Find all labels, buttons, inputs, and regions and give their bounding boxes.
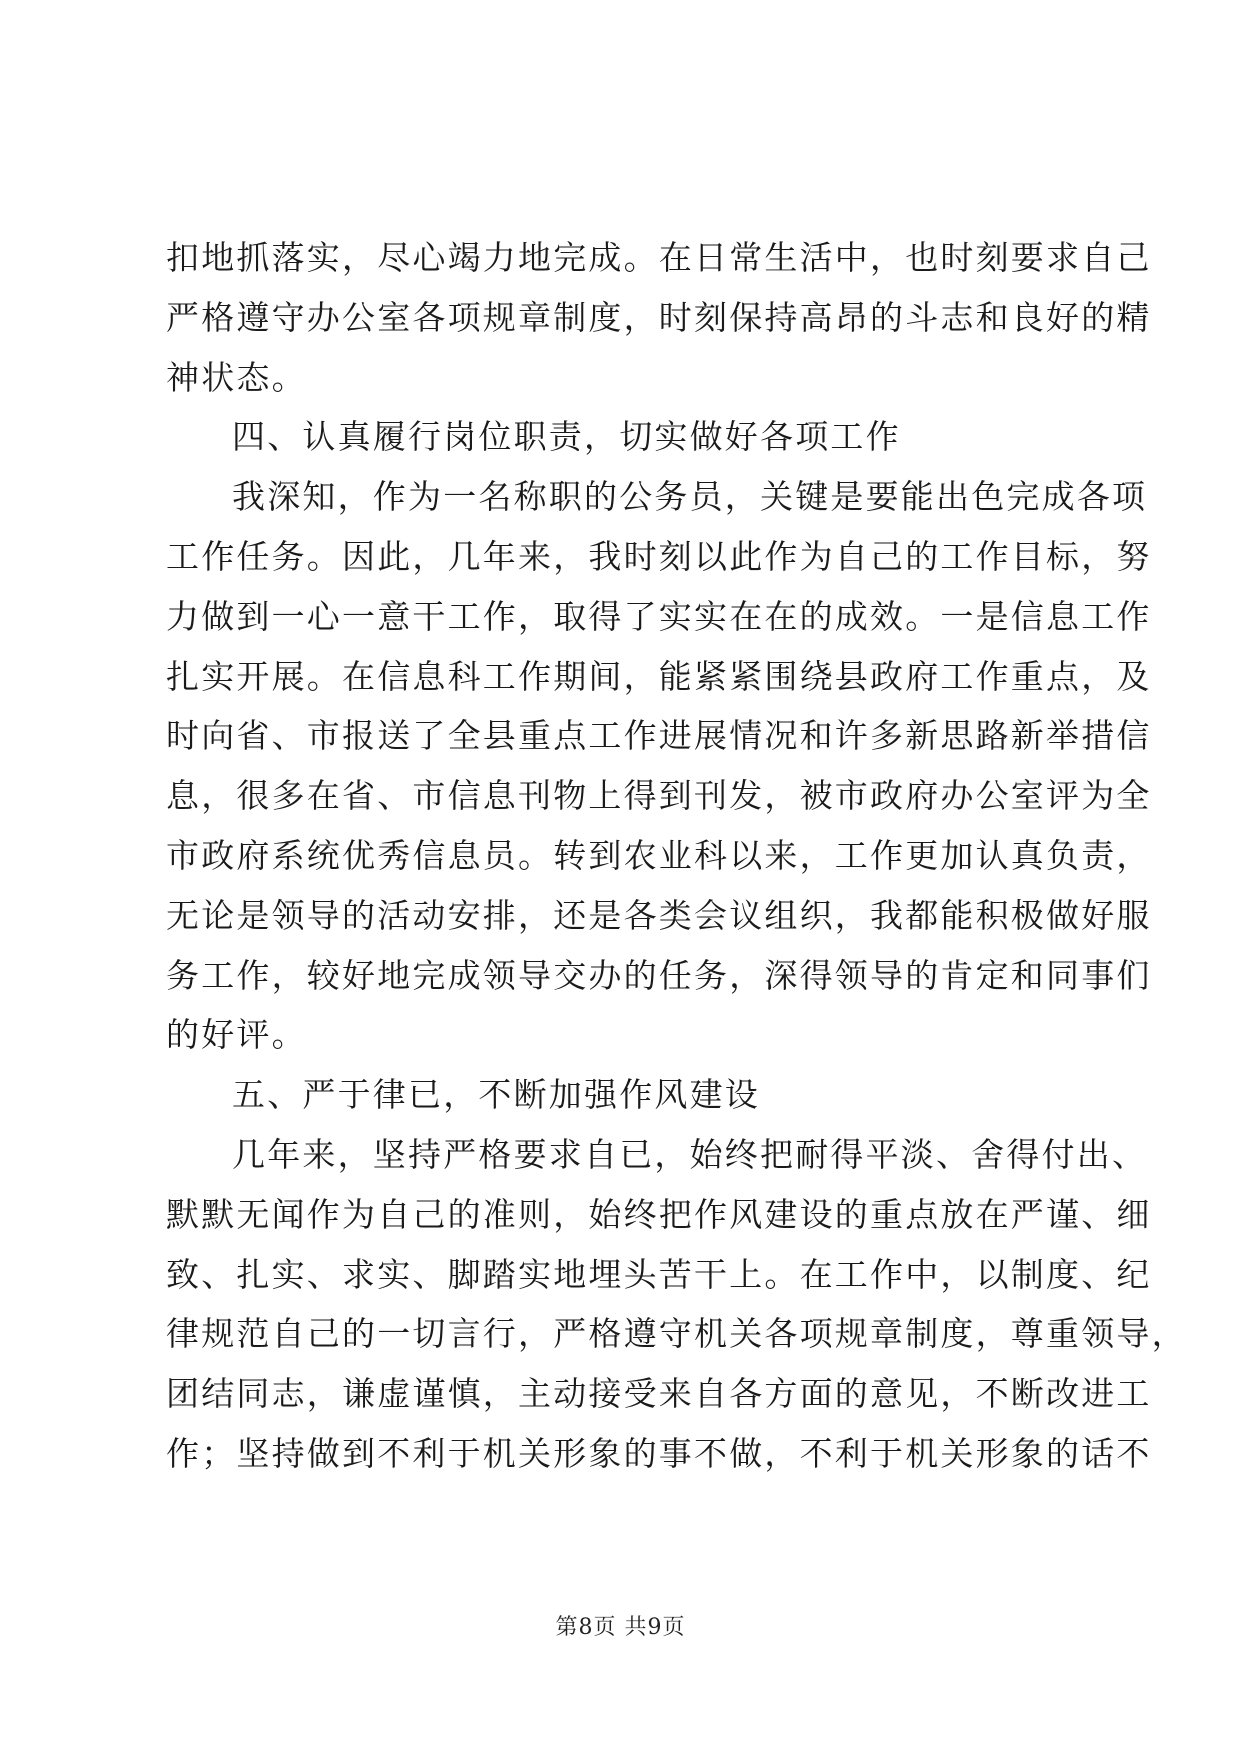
text-line: 致、扎实、求实、脚踏实地埋头苦干上。在工作中，以制度、纪 (166, 1254, 1152, 1294)
text-line: 律规范自己的一切言行，严格遵守机关各项规章制度，尊重领导， (166, 1314, 1187, 1354)
text-line: 神状态。 (166, 357, 307, 397)
text-line: 时向省、市报送了全县重点工作进展情况和许多新思路新举措信 (166, 716, 1152, 756)
text-line: 力做到一心一意干工作，取得了实实在在的成效。一是信息工作 (166, 596, 1152, 636)
text-line: 扎实开展。在信息科工作期间，能紧紧围绕县政府工作重点，及 (166, 656, 1152, 696)
text-line: 务工作，较好地完成领导交办的任务，深得领导的肯定和同事们 (166, 955, 1152, 995)
text-line: 作；坚持做到不利于机关形象的事不做，不利于机关形象的话不 (166, 1433, 1152, 1473)
text-line: 息，很多在省、市信息刊物上得到刊发，被市政府办公室评为全 (166, 776, 1152, 816)
text-line: 默默无闻作为自己的准则，始终把作风建设的重点放在严谨、细 (166, 1194, 1152, 1234)
text-line: 无论是领导的活动安排，还是各类会议组织，我都能积极做好服 (166, 895, 1152, 935)
text-line: 严格遵守办公室各项规章制度，时刻保持高昂的斗志和良好的精 (166, 297, 1152, 337)
text-line: 几年来，坚持严格要求自已，始终把耐得平淡、舍得付出、 (232, 1134, 1148, 1174)
text-line: 市政府系统优秀信息员。转到农业科以来，工作更加认真负责， (166, 835, 1152, 875)
text-line: 工作任务。因此，几年来，我时刻以此作为自己的工作目标，努 (166, 536, 1152, 576)
section-heading: 五、严于律已，不断加强作风建设 (232, 1075, 760, 1115)
text-line: 的好评。 (166, 1015, 307, 1055)
document-body (166, 228, 1187, 1484)
page-number-footer: 第8页 共9页 (555, 1615, 686, 1640)
section-heading: 四、认真履行岗位职责，切实做好各项工作 (232, 417, 901, 457)
text-line: 团结同志，谦虚谨慎，主动接受来自各方面的意见，不断改进工 (166, 1374, 1152, 1414)
text-line: 扣地抓落实，尽心竭力地完成。在日常生活中，也时刻要求自己 (166, 238, 1152, 277)
text-line: 我深知，作为一名称职的公务员，关键是要能出色完成各项 (232, 477, 1148, 517)
